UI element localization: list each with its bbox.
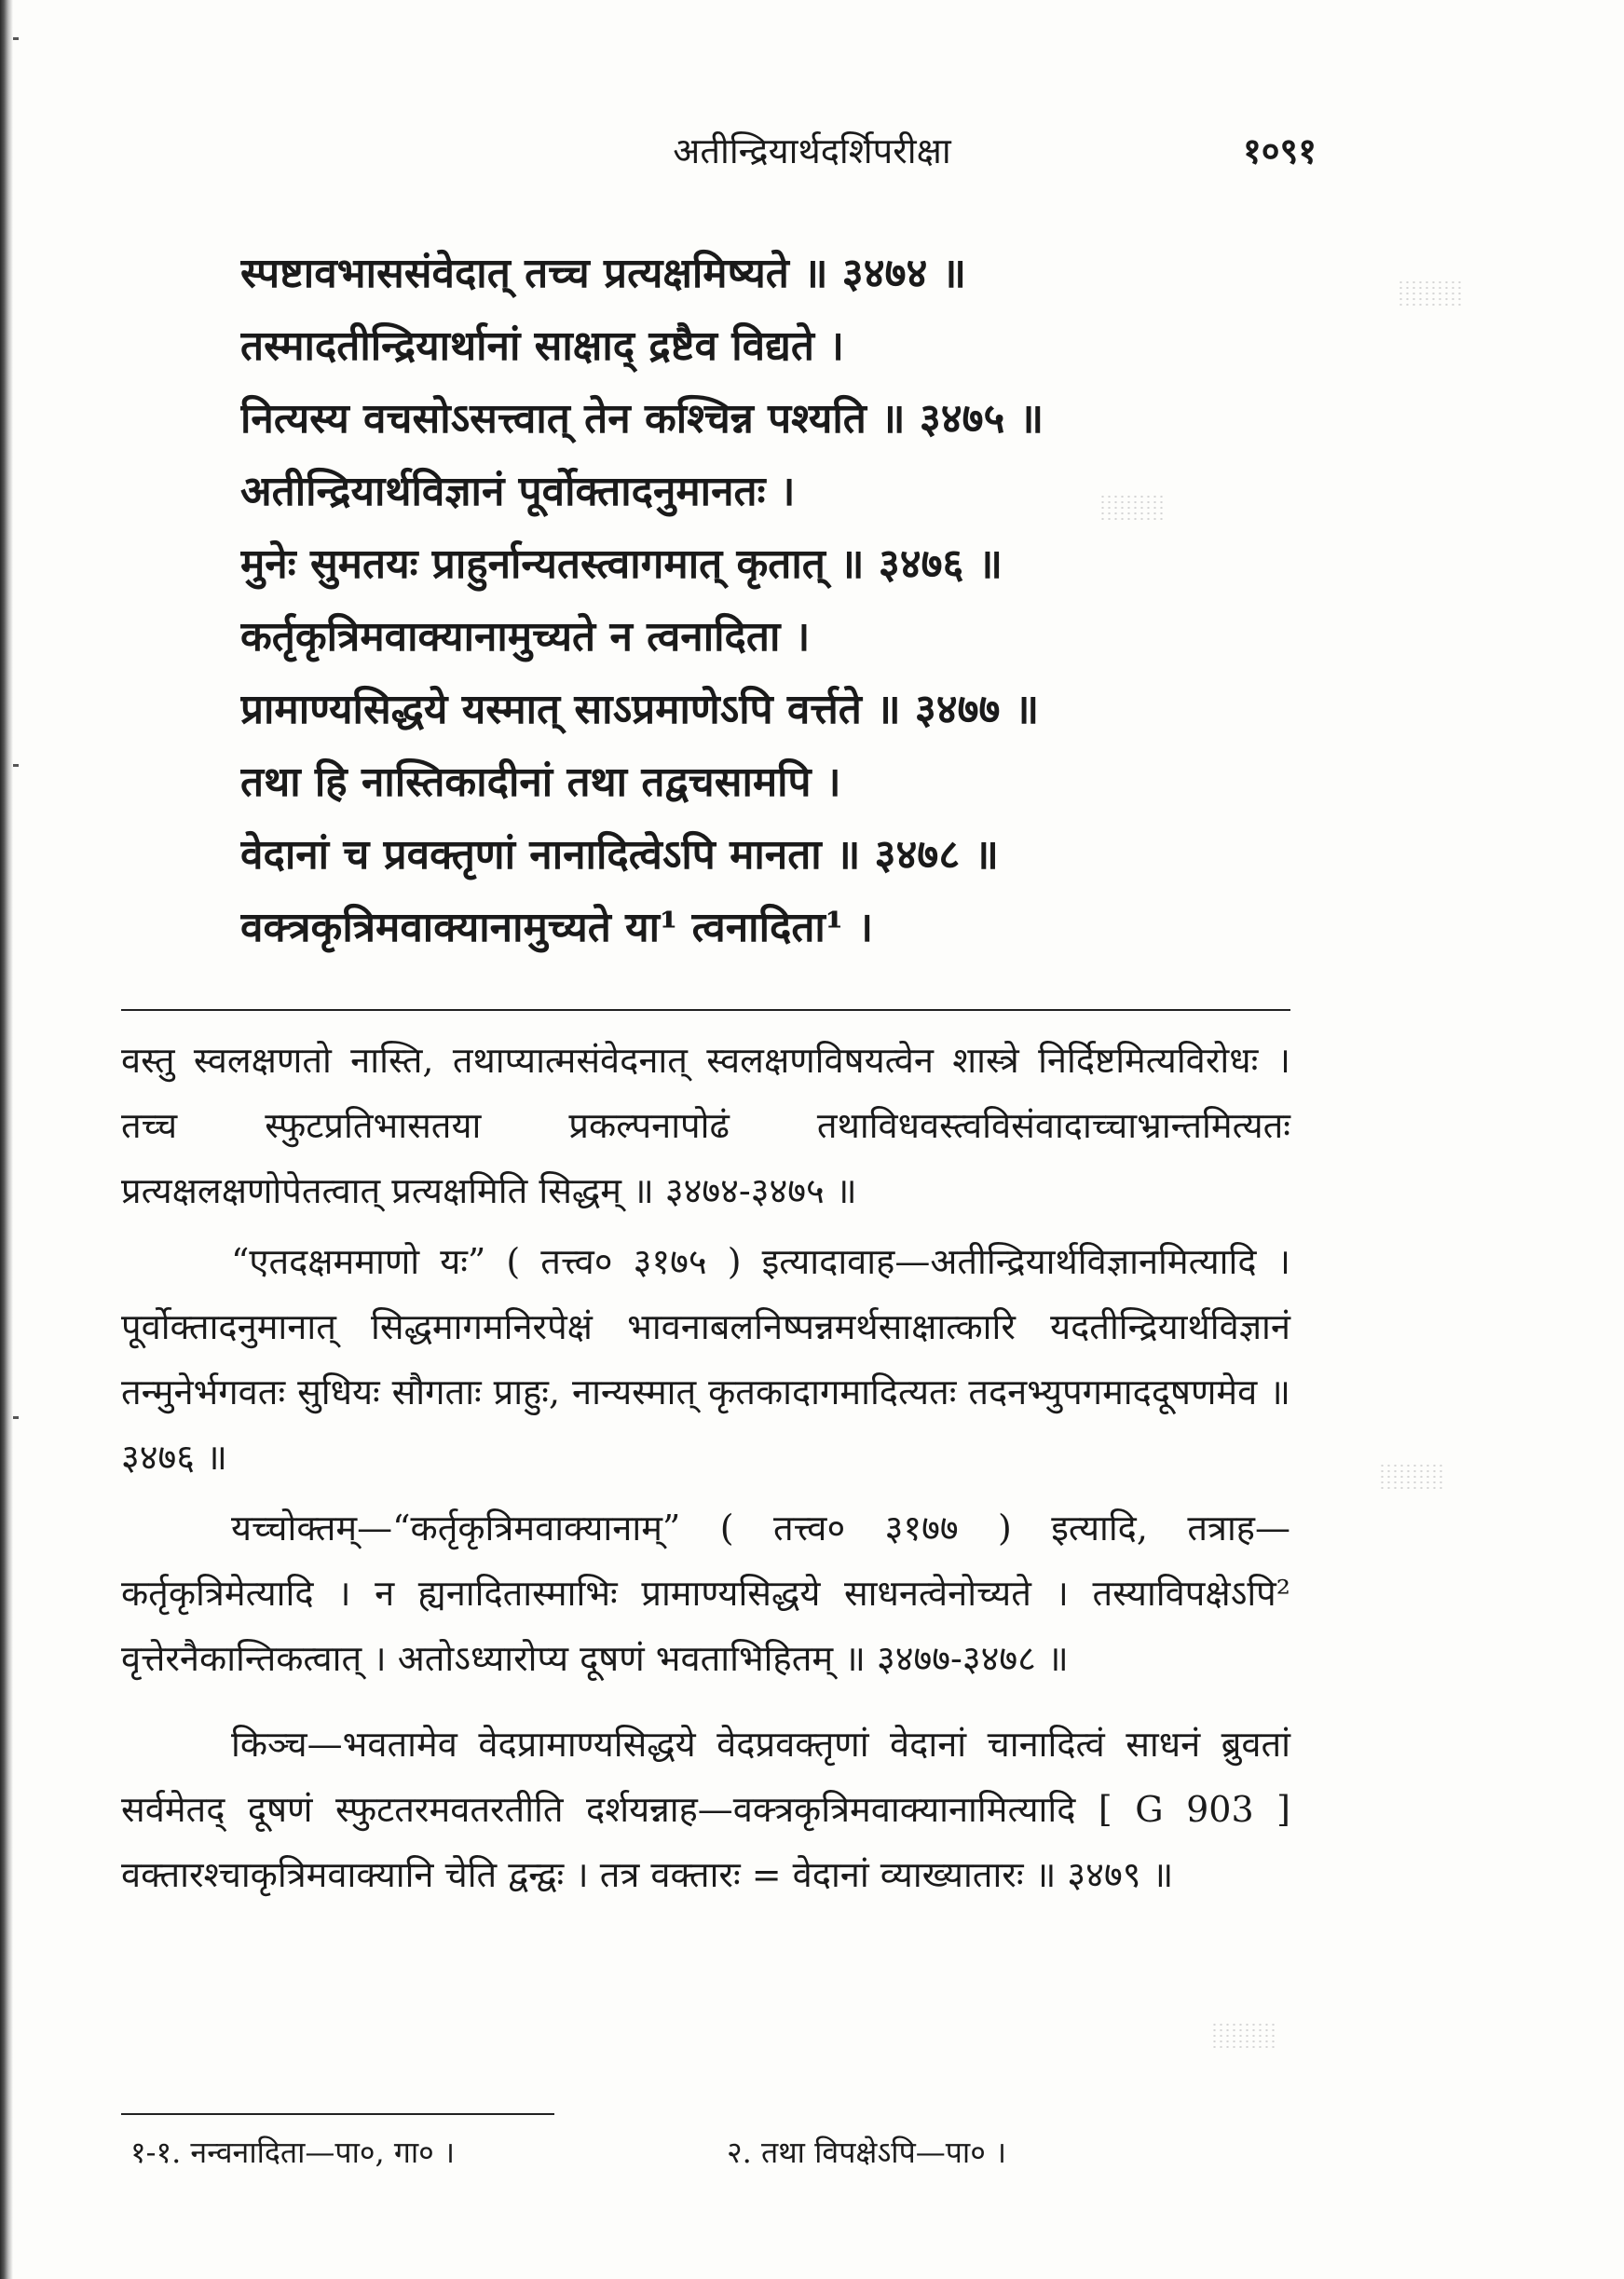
- scan-noise: [1099, 494, 1165, 520]
- verse-line: नित्यस्य वचसोऽसत्त्वात् तेन कश्चिन्न पश्यति ॥ ३४७५ ॥: [240, 395, 1044, 443]
- footnote-2: २. तथा विपक्षेऽपि—पा० ।: [727, 2135, 1007, 2170]
- footnotes: [121, 2124, 1290, 2180]
- commentary-paragraph: किञ्च—भवतामेव वेदप्रामाण्यसिद्धये वेदप्रवक्तृणां वेदानां चानादित्वं साधनं ब्रुवतां सर्वमेतद् दूषणं स्फुटतरमवतरतीति दर्शयन्नाह—वक्त्रकृत्रिमवाक्यानामित्यादि [ G 903 ] वक्तारश्चाकृत्रिमवाक्यानि चेति द्वन्द्वः । तत्र वक्तारः = वेदानां व्याख्यातारः ॥ ३४७९ ॥: [121, 1724, 1290, 1895]
- page-number: १०९१: [1242, 130, 1317, 171]
- verse-line: कर्तृकृत्रिमवाक्यानामुच्यते न त्वनादिता ।: [240, 613, 811, 661]
- commentary-block: [121, 1028, 1290, 1913]
- binding-mark: [13, 37, 19, 40]
- binding-mark: [13, 1416, 19, 1419]
- footnote-1: १-१. नन्वनादिता—पा०, गा० ।: [130, 2135, 456, 2170]
- verse-divider: [121, 1009, 1290, 1011]
- running-header: [0, 126, 1624, 182]
- binding-edge: [0, 0, 13, 2279]
- scan-noise: [1398, 280, 1463, 306]
- commentary-paragraph: यच्चोक्तम्—“कर्तृकृत्रिमवाक्यानाम्” ( तत्त्व० ३१७७ ) इत्यादि, तत्राह—कर्तृकृत्रिमेत्यादि । न ह्यनादितास्माभिः प्रामाण्यसिद्धये साधनत्वेनोच्यते । तस्याविपक्षेऽपि² वृत्तेरनैकान्तिकत्वात् । अतोऽध्यारोप्य दूषणं भवताभिहितम् ॥ ३४७७-३४७८ ॥: [121, 1508, 1290, 1679]
- verse-line: तस्मादतीन्द्रियार्थानां साक्षाद् द्रष्टैव विद्यते ।: [240, 322, 844, 370]
- commentary-paragraph: “एतदक्षममाणो यः” ( तत्त्व० ३१७५ ) इत्यादावाह—अतीन्द्रियार्थविज्ञानमित्यादि । पूर्वोक्तादनुमानात् सिद्धमागमनिरपेक्षं भावनाबलनिष्पन्नमर्थसाक्षात्कारि यदतीन्द्रियार्थविज्ञानं तन्मुनेर्भगवतः सुधियः सौगताः प्राहुः, नान्यस्मात् कृतकादागमादित्यतः तदनभ्युपगमाददूषणमेव ॥ ३४७६ ॥: [121, 1241, 1290, 1478]
- verse-line: अतीन्द्रियार्थविज्ञानं पूर्वोक्तादनुमानतः ।: [240, 468, 796, 515]
- verse-line: वेदानां च प्रवक्तृणां नानादित्वेऽपि मानता ॥ ३४७८ ॥: [240, 831, 999, 879]
- verse-line: स्पष्टावभाससंवेदात् तच्च प्रत्यक्षमिष्यते ॥ ३४७४ ॥: [240, 250, 967, 297]
- header-title: अतीन्द्रियार्थदर्शिपरीक्षा: [673, 130, 951, 171]
- footnote-divider: [121, 2113, 554, 2115]
- commentary-paragraph: वस्तु स्वलक्षणतो नास्ति, तथाप्यात्मसंवेदनात् स्वलक्षणविषयत्वेन शास्त्रे निर्दिष्टमित्यविरोधः । तच्च स्फुटप्रतिभासतया प्रकल्पनापोढं तथाविधवस्त्वविसंवादाच्चाभ्रान्तमित्यतः प्रत्यक्षलक्षणोपेतत्वात् प्रत्यक्षमिति सिद्धम् ॥ ३४७४-३४७५ ॥: [121, 1040, 1290, 1211]
- verse-block: [240, 238, 1284, 964]
- verse-line: तथा हि नास्तिकादीनां तथा तद्वचसामपि ।: [240, 758, 841, 806]
- scan-noise: [1379, 1463, 1444, 1489]
- scan-noise: [1211, 2022, 1276, 2048]
- verse-line: मुनेः सुमतयः प्राहुर्नान्यतस्त्वागमात् कृतात् ॥ ३४७६ ॥: [240, 540, 1003, 588]
- binding-mark: [13, 764, 19, 767]
- verse-line: वक्त्रकृत्रिमवाक्यानामुच्यते या¹ त्वनादिता¹ ।: [240, 904, 874, 951]
- verse-line: प्रामाण्यसिद्धये यस्मात् साऽप्रमाणेऽपि वर्त्तते ॥ ३४७७ ॥: [240, 686, 1040, 733]
